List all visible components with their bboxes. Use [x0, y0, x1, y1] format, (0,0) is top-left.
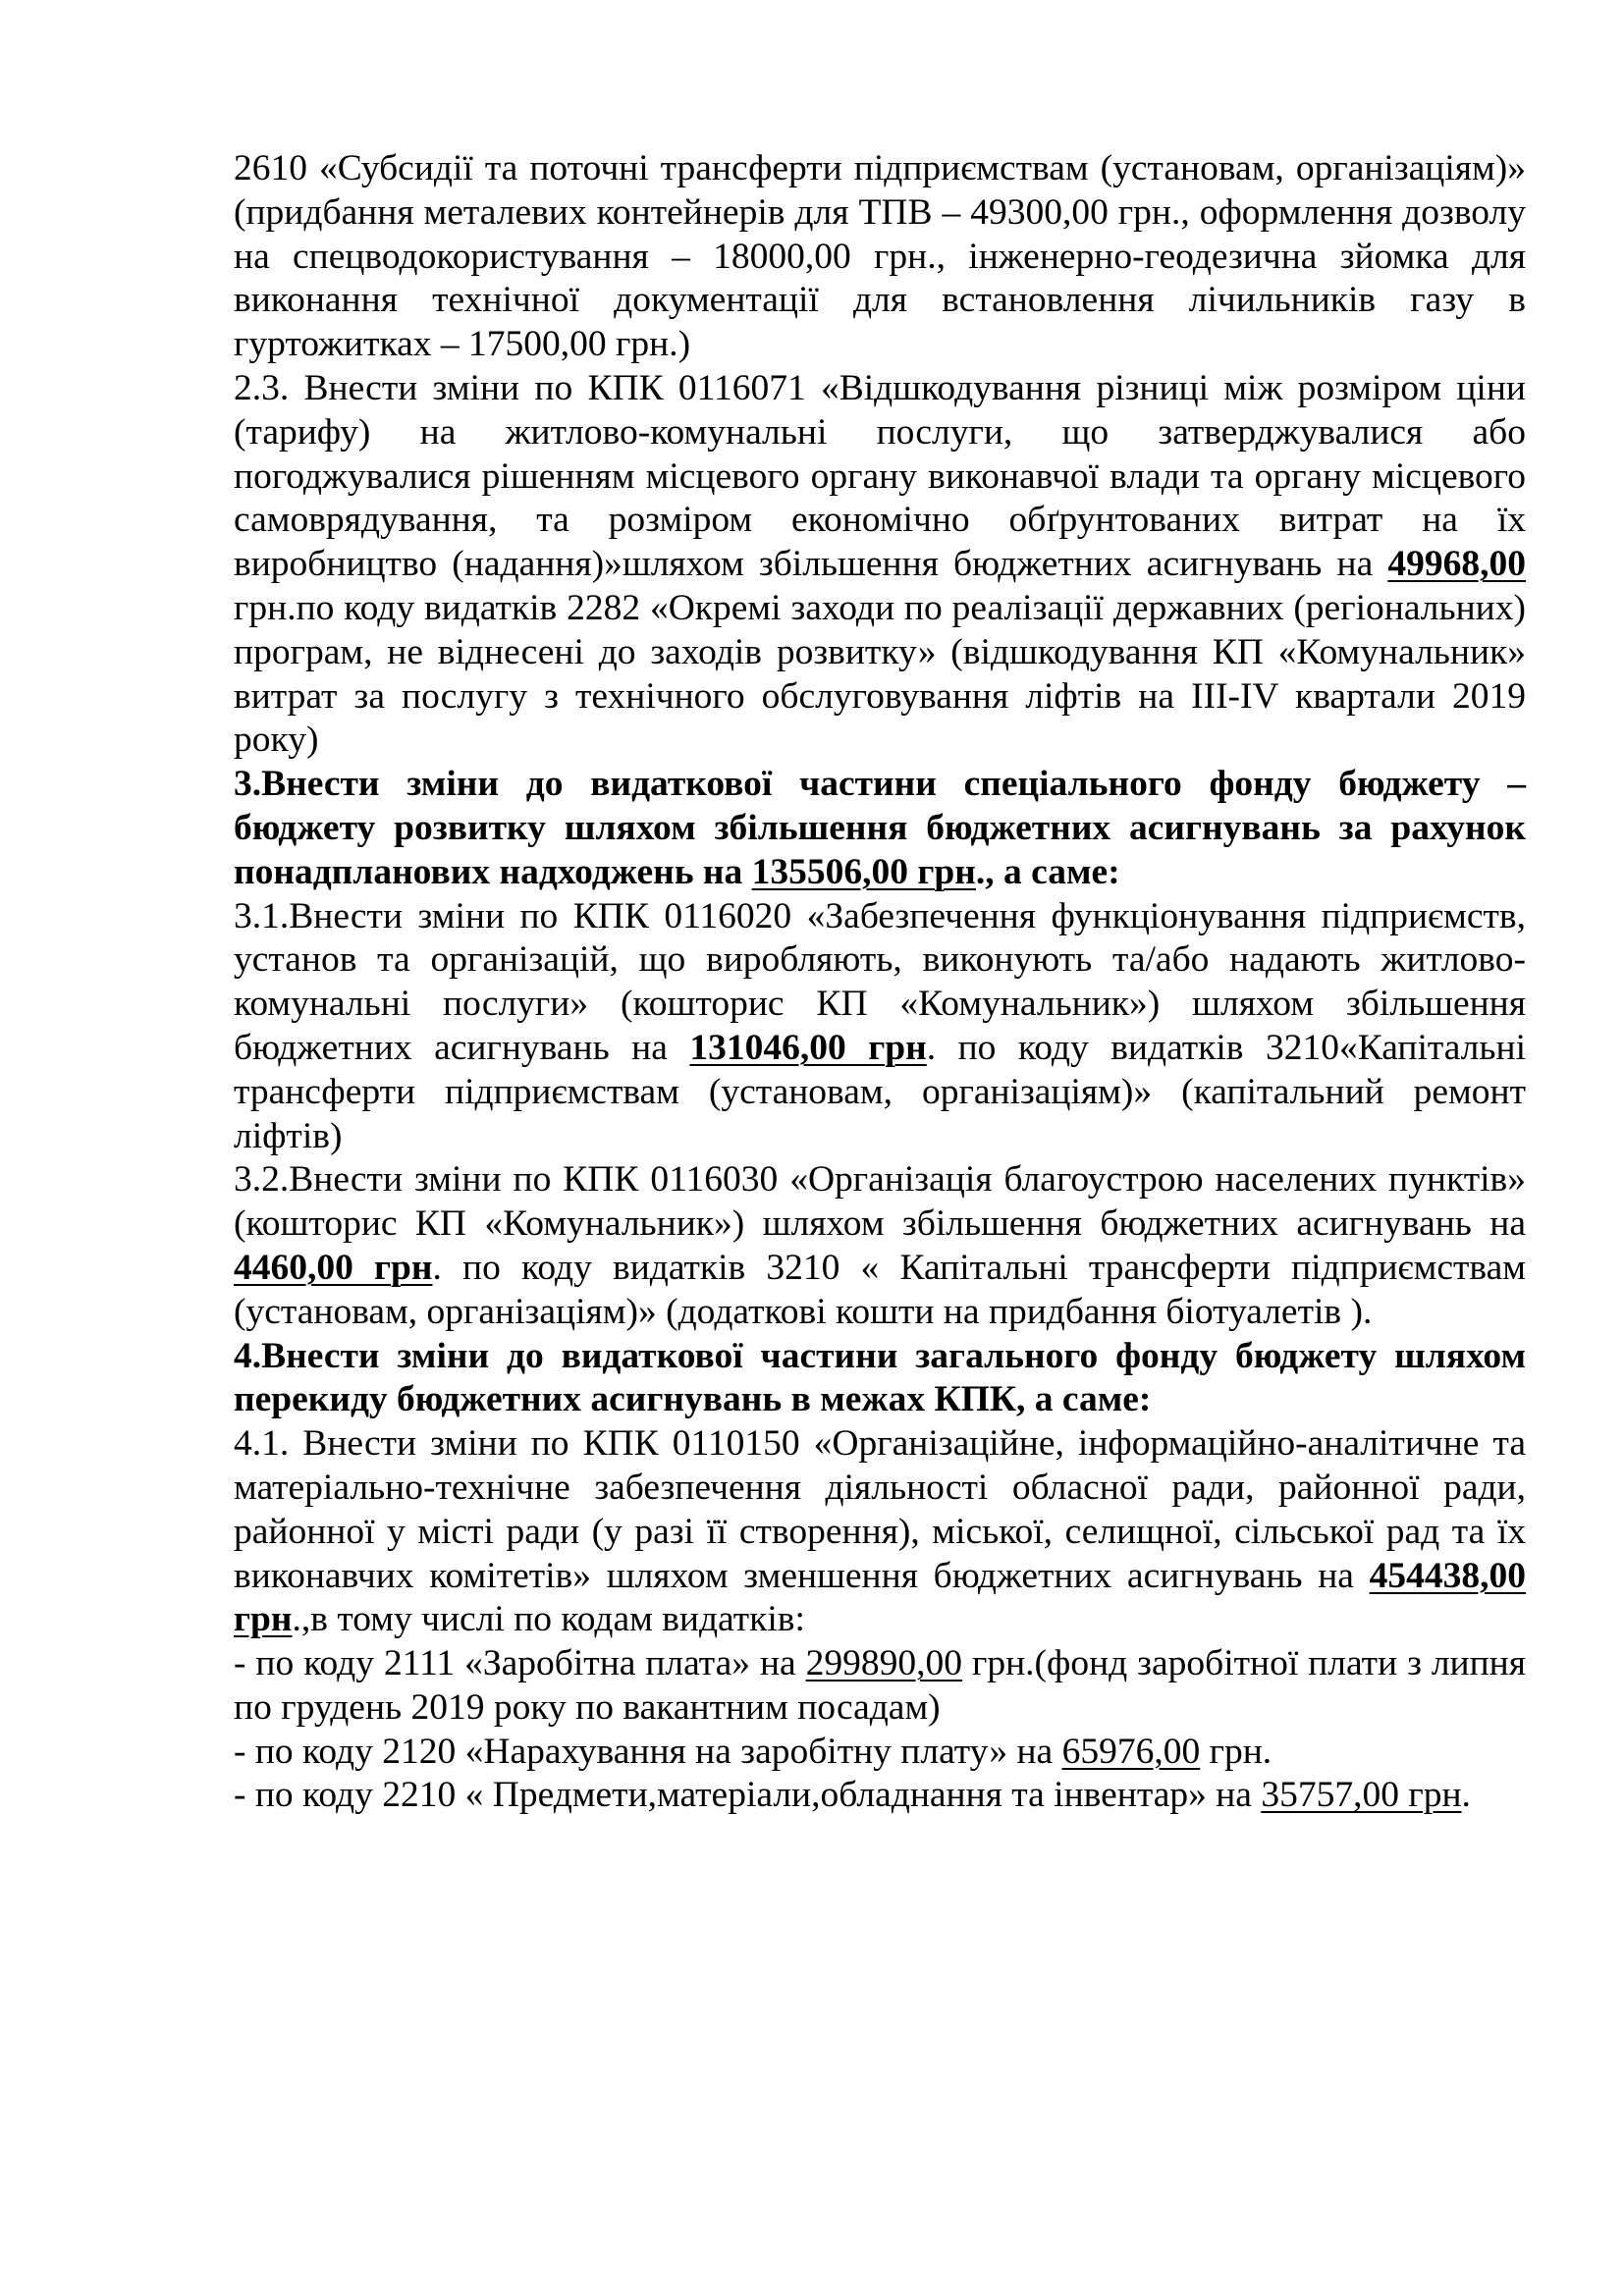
amount-135506: 135506,00 грн — [751, 851, 976, 892]
paragraph-3-1-text-after: . по коду видатків 3210«Капітальні трансферти підприємствам (установам, організаціям)» (капітальний ремонт ліфтів) — [234, 1027, 1526, 1156]
list-item-2210-text: - по коду 2210 « Предмети,матеріали,обладнання та інвентар» на — [234, 1775, 1262, 1816]
list-item-2111-text-after: грн.(фонд заробітної плати з липня по грудень 2019 року по вакантним посадам) — [234, 1643, 1526, 1728]
amount-131046: 131046,00 грн — [689, 1027, 927, 1068]
list-item-2210-text-after: . — [1461, 1775, 1471, 1816]
heading-section-4: 4.Внести зміни до видаткової частини загального фонду бюджету шляхом перекиду бюджетних асигнувань в межах КПК, а саме: — [234, 1335, 1526, 1420]
paragraph-4-1 — [234, 1422, 1526, 1642]
paragraph-3-2 — [234, 1158, 1526, 1334]
paragraph-3-1 — [234, 895, 1526, 1159]
list-item-2111 — [234, 1642, 1526, 1731]
paragraph-4-1-text: 4.1. Внести зміни по КПК 0110150 «Організаційне, інформаційно-аналітичне та матеріально-технічне забезпечення діяльності обласної ради, районної ради, районної у місті ради (у разі її створення), міської, селищної, сільської рад та їх виконавчих комітетів» шляхом зменшення бюджетних асигнувань на — [234, 1423, 1526, 1596]
amount-49968: 49968,00 — [1387, 544, 1526, 585]
list-item-2120 — [234, 1731, 1526, 1775]
paragraph-3-2-text-after: . по коду видатків 3210 « Капітальні трансферти підприємствам (установам, організаціям)» (додаткові кошти на придбання біотуалетів ). — [234, 1247, 1526, 1332]
paragraph-2610: 2610 «Субсидії та поточні трансферти підприємствам (установам, організаціям)» (придбання металевих контейнерів для ТПВ – 49300,00 грн., оформлення дозволу на спецводокористування – 18000,00 грн., інженерно-геодезична зйомка для виконання технічної документації для встановлення лічильників газу в гуртожитках – 17500,00 грн.) — [234, 148, 1526, 365]
paragraph-3-1-text: 3.1.Внести зміни по КПК 0116020 «Забезпечення функціонування підприємств, установ та організацій, що виробляють, виконують та/або надають житлово-комунальні послуги» (кошторис КП «Комунальник») шляхом збільшення бюджетних асигнувань на — [234, 895, 1526, 1068]
list-item-2120-text-after: грн. — [1200, 1731, 1272, 1772]
paragraph-2-3 — [234, 367, 1526, 763]
list-item-2111-text: - по коду 2111 «Заробітна плата» на — [234, 1643, 806, 1684]
paragraph-3-2-text: 3.2.Внести зміни по КПК 0116030 «Організація благоустрою населених пунктів» (кошторис КП «Комунальник») шляхом збільшення бюджетних асигнувань на — [234, 1159, 1526, 1245]
amount-454438: 454438,00 грн — [234, 1555, 1526, 1640]
list-item-2210 — [234, 1774, 1526, 1818]
amount-35757: 35757,00 грн — [1261, 1775, 1462, 1816]
paragraph-2-3-text-after: грн.по коду видатків 2282 «Окремі заходи по реалізації державних (регіональних) програм, не віднесені до заходів розвитку» (відшкодування КП «Комунальник» витрат за послугу з технічного обслуговування ліфтів на ІІІ-ІV квартали 2019 року) — [234, 587, 1526, 761]
amount-4460: 4460,00 грн — [234, 1247, 433, 1288]
heading-section-3-text-after: ., а саме: — [975, 851, 1120, 892]
heading-section-3-text: 3.Внести зміни до видаткової частини спеціального фонду бюджету – бюджету розвитку шляхом збільшення бюджетних асигнувань за рахунок понадпланових надходжень на — [234, 764, 1526, 892]
amount-299890: 299890,00 — [805, 1643, 963, 1684]
paragraph-2-3-text: 2.3. Внести зміни по КПК 0116071 «Відшкодування різниці між розміром ціни (тарифу) на житлово-комунальні послуги, що затверджувалися або погоджувалися рішенням місцевого органу виконавчої влади та органу місцевого самоврядування, та розміром економічно обґрунтованих витрат на їх виробництво (надання)»шляхом збільшення бюджетних асигнувань на — [234, 367, 1526, 585]
amount-65976: 65976,00 — [1061, 1731, 1201, 1772]
document-page — [234, 147, 1526, 1818]
list-item-2120-text: - по коду 2120 «Нарахування на заробітну плату» на — [234, 1731, 1062, 1772]
paragraph-4-1-text-after: .,в тому числі по кодам видатків: — [292, 1599, 805, 1640]
heading-section-3 — [234, 763, 1526, 894]
